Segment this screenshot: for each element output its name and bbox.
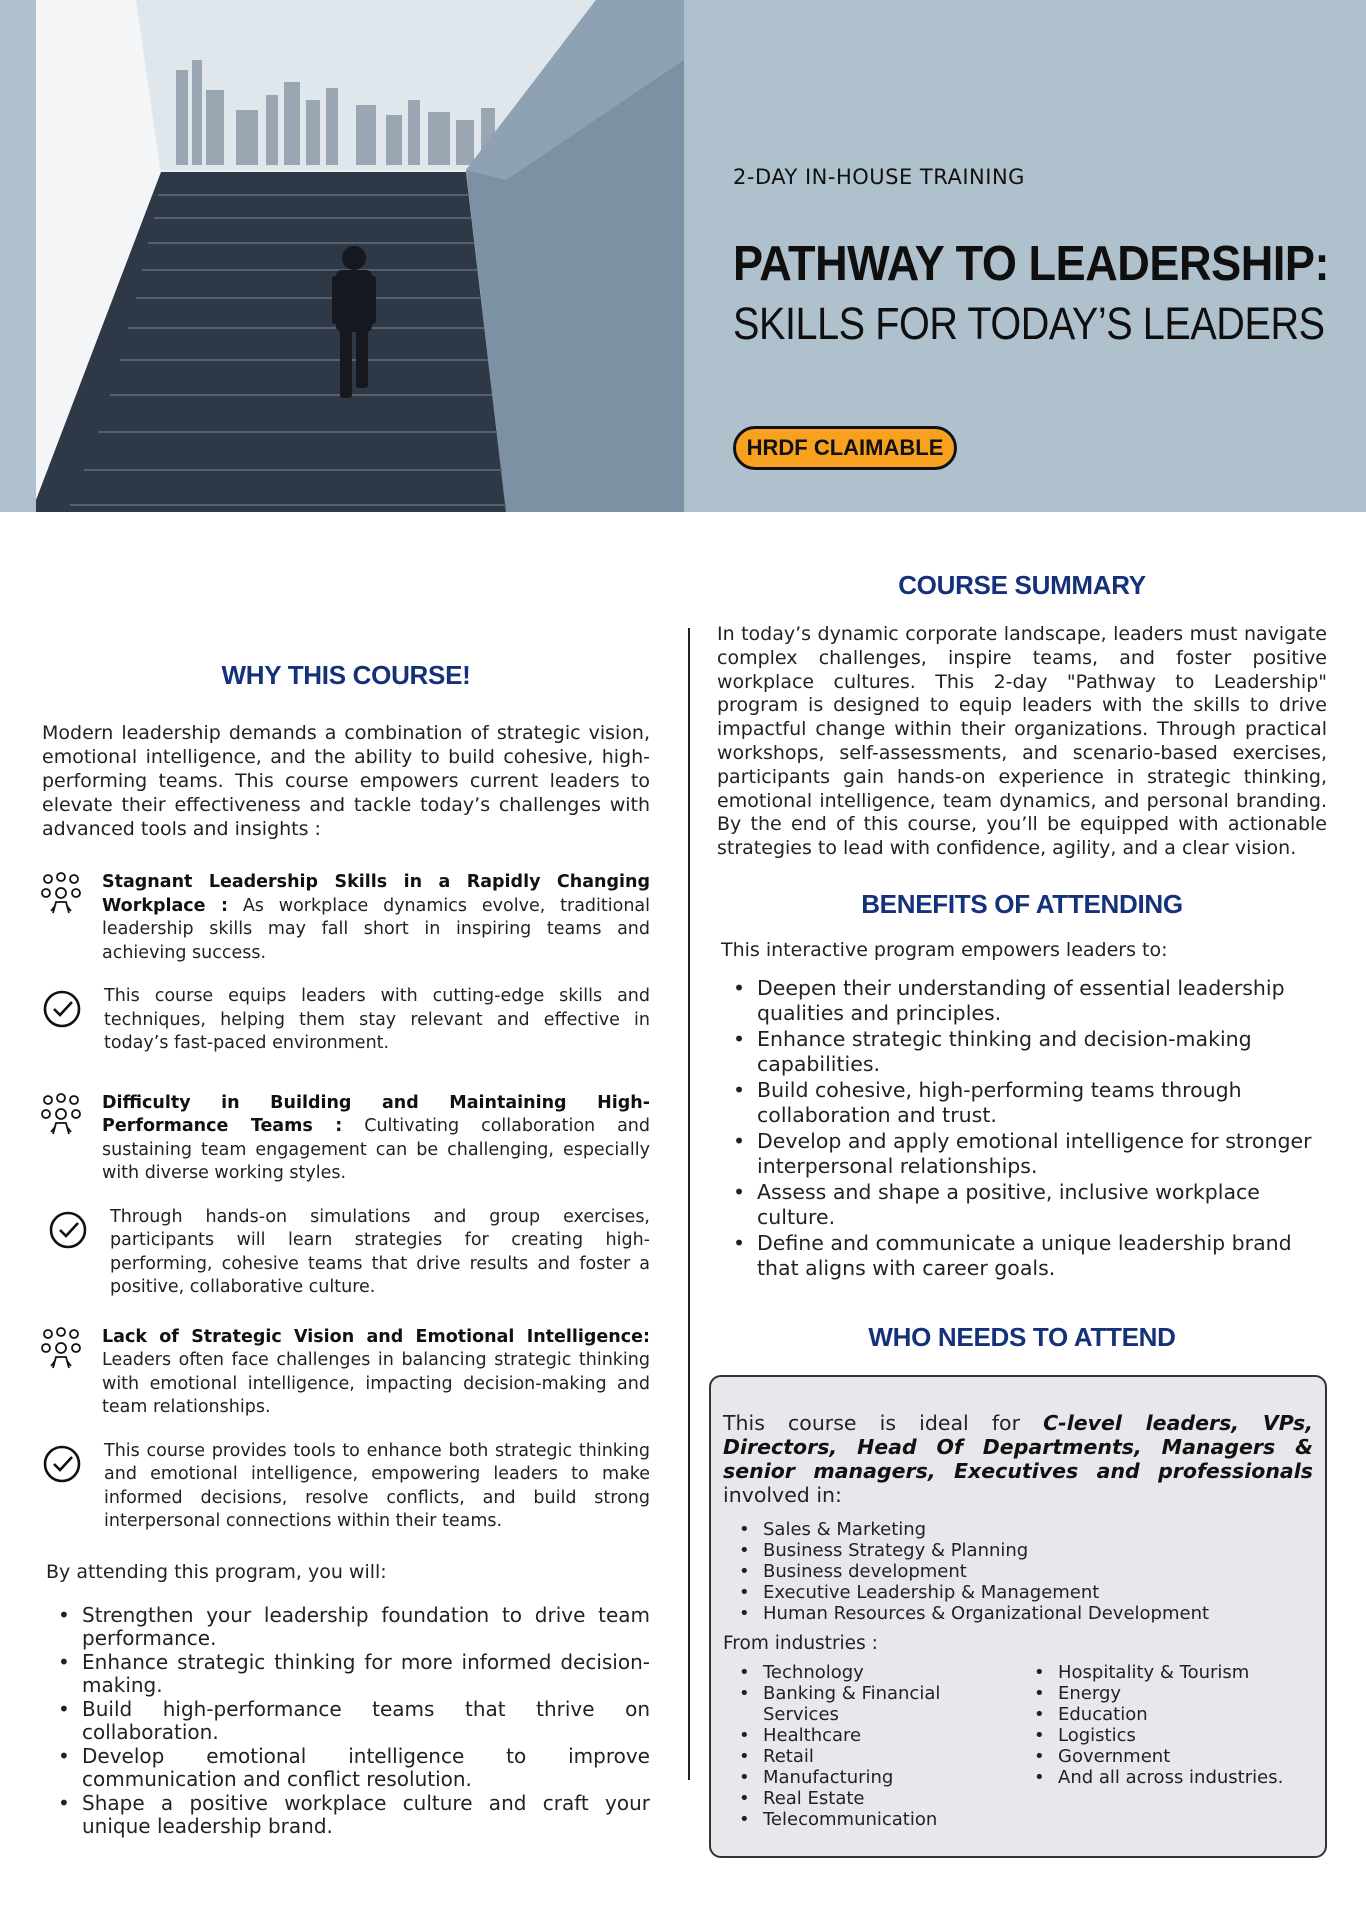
list-item: • Manufacturing xyxy=(723,1767,1018,1788)
benefits-intro: This interactive program empowers leaders to: xyxy=(721,938,1168,961)
check-circle-icon xyxy=(48,1210,88,1250)
issue-text xyxy=(102,871,650,965)
list-item: • Assess and shape a positive, inclusive workplace culture. xyxy=(717,1180,1327,1231)
solution-item xyxy=(42,1440,650,1534)
list-item: • Shape a positive workplace culture and craft your unique leadership brand. xyxy=(42,1792,650,1839)
list-item: • Business development xyxy=(723,1561,1313,1582)
list-item: • Human Resources & Organizational Development xyxy=(723,1603,1313,1624)
list-item: • Real Estate xyxy=(723,1788,1018,1809)
course-summary-heading: COURSE SUMMARY xyxy=(898,570,1146,600)
solution-text: This course provides tools to enhance both strategic thinking and emotional intelligence, empowering leaders to make informed decisions, resolve conflicts, and build strong interpersonal connections within their teams. xyxy=(104,1440,650,1531)
attend-intro-suffix: involved in: xyxy=(723,1482,842,1507)
benefits-heading: BENEFITS OF ATTENDING xyxy=(861,888,1183,919)
course-summary-text: In today’s dynamic corporate landscape, leaders must navigate complex challenges, inspire teams, and foster positive workplace cultures. This 2-day "Pathway to Leadership" program is designed to equip leaders with the skills to drive impactful change within their organizations. Through practical workshops, self-assessments, and scenario-based exercises, participants gain hands-on experience in strategic thinking, emotional intelligence, team dynamics, and personal branding. By the end of this course, you’ll be equipped with actionable strategies to lead with confidence, agility, and a clear vision. xyxy=(717,623,1327,860)
benefits-list xyxy=(717,976,1327,1282)
list-item: • Develop emotional intelligence to improve communication and conflict resolution. xyxy=(42,1745,650,1792)
issue-body: Leaders often face challenges in balancing strategic thinking with emotional intelligence, impacting decision-making and team relationships. xyxy=(102,1350,650,1417)
attend-roles: C-level leaders, VPs, Directors, Head Of Departments, Managers & senior managers, Executives and professionals xyxy=(723,1410,1313,1483)
list-item: • Healthcare xyxy=(723,1725,1018,1746)
list-item: • Energy xyxy=(1018,1683,1313,1704)
solution-item xyxy=(42,985,650,1056)
list-item: • Enhance strategic thinking and decision-making capabilities. xyxy=(717,1027,1327,1078)
who-needs-to-attend-box xyxy=(709,1375,1327,1858)
hero-photo-staircase xyxy=(36,0,684,512)
industries-list-2 xyxy=(1018,1662,1313,1830)
list-item: • And all across industries. xyxy=(1018,1767,1313,1788)
who-needs-to-attend-heading: WHO NEEDS TO ATTEND xyxy=(868,1321,1176,1352)
issue-item xyxy=(42,871,650,965)
list-item: • Deepen their understanding of essential leadership qualities and principles. xyxy=(717,976,1327,1027)
outcomes-intro: By attending this program, you will: xyxy=(46,1560,387,1583)
list-item: • Enhance strategic thinking for more informed decision-making. xyxy=(42,1651,650,1698)
areas-list xyxy=(723,1519,1313,1624)
list-item: • Government xyxy=(1018,1746,1313,1767)
page-title: PATHWAY TO LEADERSHIP: xyxy=(733,237,1330,291)
issue-text xyxy=(102,1326,650,1420)
list-item: • Develop and apply emotional intelligence for stronger interpersonal relationships. xyxy=(717,1129,1327,1180)
team-network-icon xyxy=(38,871,84,917)
solution-text: Through hands-on simulations and group exercises, participants will learn strategies for creating high-performing, cohesive teams that drive results and foster a positive, collaborative culture. xyxy=(110,1206,650,1297)
issue-body: Cultivating collaboration and sustaining team engagement can be challenging, especially with diverse working styles. xyxy=(102,1116,650,1183)
attend-intro-prefix: This course is ideal for xyxy=(723,1410,1044,1435)
outcomes-list xyxy=(42,1604,650,1839)
issue-text xyxy=(102,1092,650,1186)
list-item: • Technology xyxy=(723,1662,1018,1683)
solution-item xyxy=(48,1206,650,1300)
issue-heading: Lack of Strategic Vision and Emotional Intelligence: xyxy=(102,1326,650,1347)
hrdf-claimable-badge: HRDF CLAIMABLE xyxy=(733,426,957,470)
training-type-label: 2-DAY IN-HOUSE TRAINING xyxy=(733,165,1025,189)
hero-banner xyxy=(0,0,1366,512)
list-item: • Strengthen your leadership foundation to drive team performance. xyxy=(42,1604,650,1651)
check-circle-icon xyxy=(42,1444,82,1484)
list-item: • Build cohesive, high-performing teams through collaboration and trust. xyxy=(717,1078,1327,1129)
attend-intro xyxy=(723,1411,1313,1507)
list-item: • Business Strategy & Planning xyxy=(723,1540,1313,1561)
issue-heading: Difficulty in Building and Maintaining High-Performance Teams : xyxy=(102,1092,650,1136)
check-circle-icon xyxy=(42,989,82,1029)
list-item: • Logistics xyxy=(1018,1725,1313,1746)
list-item: • Hospitality & Tourism xyxy=(1018,1662,1313,1683)
page-subtitle: SKILLS FOR TODAY’S LEADERS xyxy=(733,298,1325,349)
list-item: • Executive Leadership & Management xyxy=(723,1582,1313,1603)
industries-list-1 xyxy=(723,1662,1018,1830)
issue-item xyxy=(42,1326,650,1420)
team-network-icon xyxy=(38,1326,84,1372)
issue-heading: Stagnant Leadership Skills in a Rapidly Changing Workplace : xyxy=(102,872,650,916)
why-intro-text: Modern leadership demands a combination of strategic vision, emotional intelligence, and the ability to build cohesive, high-performing teams. This course empowers current leaders to elevate their effectiveness and tackle today’s challenges with advanced tools and insights : xyxy=(42,722,650,840)
industries-label: From industries : xyxy=(723,1632,878,1654)
column-divider xyxy=(688,628,690,1780)
team-network-icon xyxy=(38,1092,84,1138)
list-item: • Education xyxy=(1018,1704,1313,1725)
list-item: • Telecommunication xyxy=(723,1809,1018,1830)
solution-text: This course equips leaders with cutting-edge skills and techniques, helping them stay relevant and effective in today’s fast-paced environment. xyxy=(104,986,650,1053)
issue-body: As workplace dynamics evolve, traditional leadership skills may fall short in inspiring teams and achieving success. xyxy=(102,895,651,963)
list-item: • Build high-performance teams that thrive on collaboration. xyxy=(42,1698,650,1745)
issue-item xyxy=(42,1092,650,1186)
list-item: • Banking & Financial Services xyxy=(723,1683,1018,1725)
hero-text-block xyxy=(733,0,1333,512)
list-item: • Retail xyxy=(723,1746,1018,1767)
right-column xyxy=(717,570,1327,1858)
why-this-course-section xyxy=(42,660,650,1839)
industries-columns xyxy=(723,1662,1313,1830)
list-item: • Sales & Marketing xyxy=(723,1519,1313,1540)
list-item: • Define and communicate a unique leadership brand that aligns with career goals. xyxy=(717,1231,1327,1282)
why-this-course-heading: WHY THIS COURSE! xyxy=(221,660,471,690)
